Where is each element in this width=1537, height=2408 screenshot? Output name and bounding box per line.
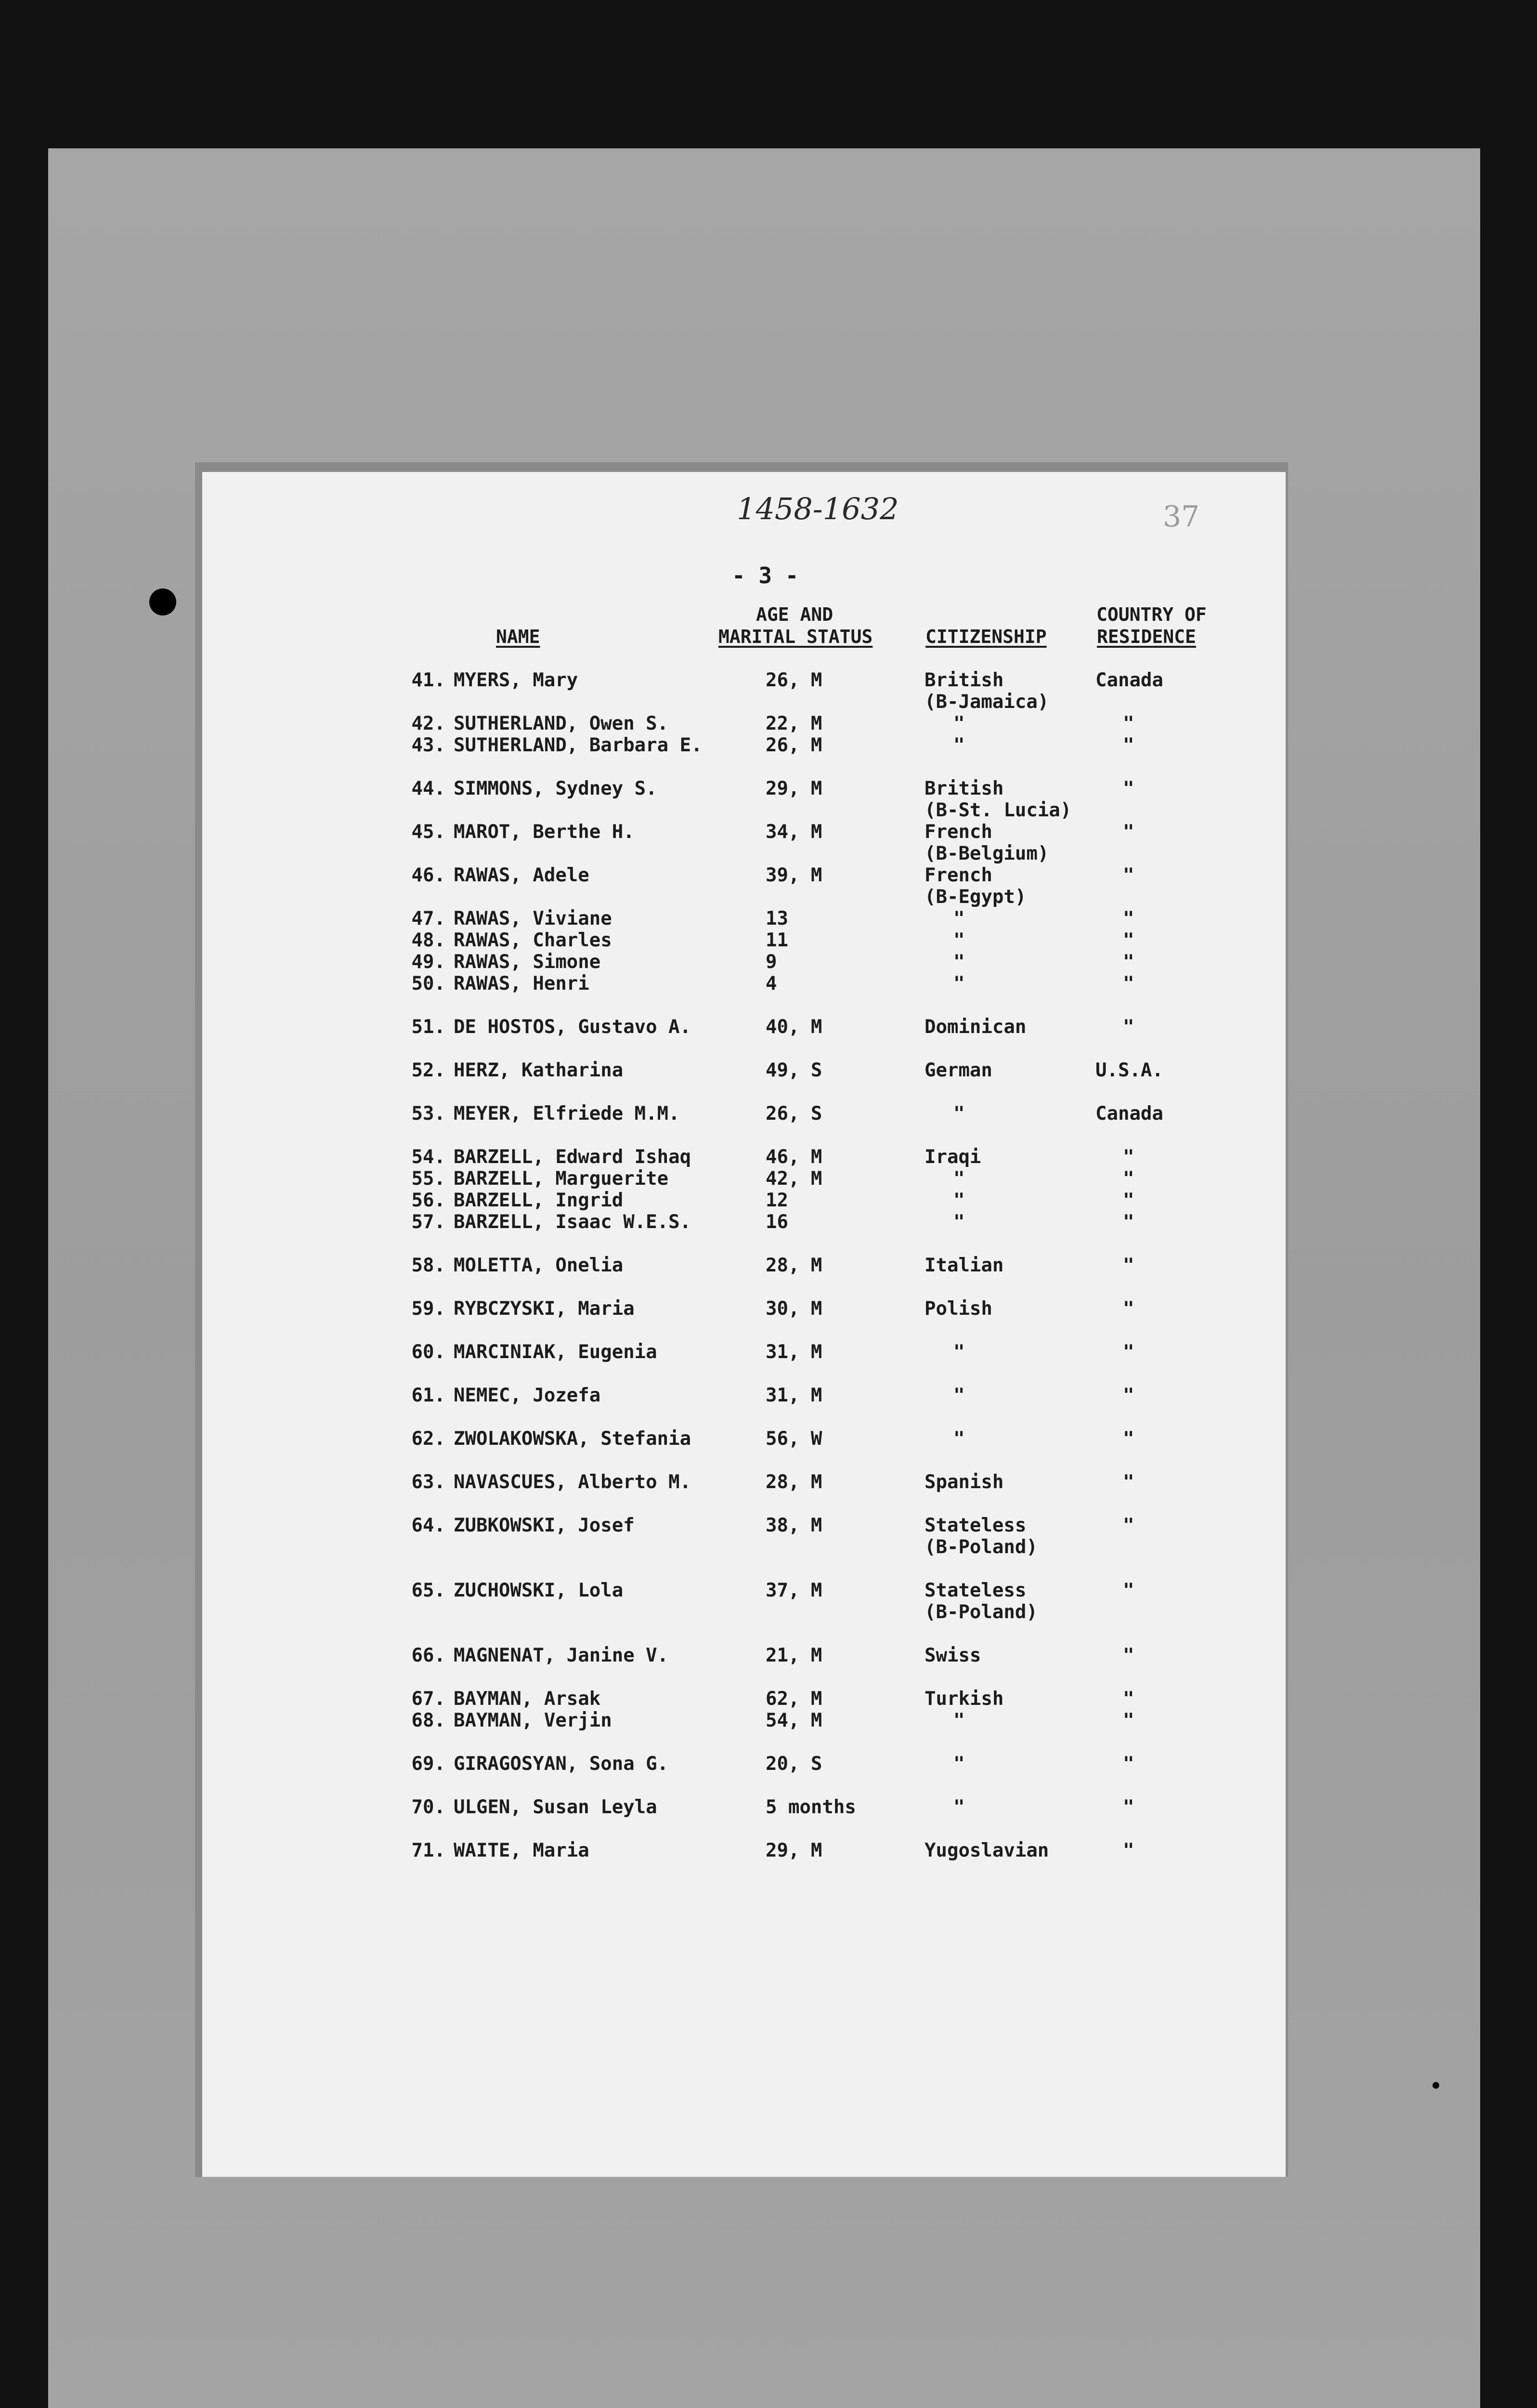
- table-row: [202, 1385, 1286, 1406]
- age-marital-status: 42, M: [766, 1168, 822, 1190]
- citizenship: ": [953, 1385, 965, 1406]
- entry-number: 51.: [411, 1016, 445, 1038]
- passenger-name: MAGNENAT, Janine V.: [454, 1645, 669, 1666]
- passenger-name: RYBCZYSKI, Maria: [454, 1298, 635, 1320]
- age-marital-status: 22, M: [766, 713, 822, 734]
- entry-number: 45.: [411, 821, 445, 843]
- citizenship: (B-Jamaica): [925, 691, 1049, 713]
- citizenship: Dominican: [925, 1016, 1027, 1038]
- entry-number: 63.: [411, 1471, 445, 1493]
- citizenship: ": [953, 908, 965, 929]
- age-marital-status: 5 months: [766, 1796, 856, 1818]
- country-of-residence: ": [1123, 778, 1134, 799]
- table-row: [202, 843, 1286, 864]
- age-marital-status: 16: [766, 1211, 788, 1233]
- citizenship: Italian: [925, 1255, 1004, 1276]
- citizenship: Yugoslavian: [925, 1840, 1049, 1861]
- entry-number: 71.: [411, 1840, 445, 1861]
- header-age-line1: AGE AND: [756, 604, 834, 625]
- passenger-name: MARCINIAK, Eugenia: [454, 1341, 657, 1363]
- citizenship: British: [925, 669, 1004, 691]
- passenger-name: BARZELL, Edward Ishaq: [454, 1146, 691, 1168]
- citizenship: Iraqi: [925, 1146, 981, 1168]
- passenger-name: ZUBKOWSKI, Josef: [454, 1515, 635, 1536]
- table-row: [202, 1016, 1286, 1038]
- age-marital-status: 29, M: [766, 1840, 822, 1861]
- age-marital-status: 49, S: [766, 1060, 822, 1081]
- country-of-residence: U.S.A.: [1095, 1060, 1163, 1081]
- passenger-name: WAITE, Maria: [454, 1840, 589, 1861]
- entry-number: 59.: [411, 1298, 445, 1320]
- citizenship: ": [953, 951, 965, 973]
- passenger-name: ZWOLAKOWSKA, Stefania: [454, 1428, 691, 1450]
- passenger-name: NEMEC, Jozefa: [454, 1385, 601, 1406]
- entry-number: 64.: [411, 1515, 445, 1536]
- age-marital-status: 21, M: [766, 1645, 822, 1666]
- passenger-name: ULGEN, Susan Leyla: [454, 1796, 657, 1818]
- age-marital-status: 34, M: [766, 821, 822, 843]
- citizenship: ": [953, 713, 965, 734]
- entry-number: 43.: [411, 734, 445, 756]
- passenger-name: MEYER, Elfriede M.M.: [454, 1103, 680, 1125]
- age-marital-status: 29, M: [766, 778, 822, 799]
- citizenship: ": [953, 973, 965, 995]
- country-of-residence: ": [1123, 1341, 1134, 1363]
- table-row: [202, 951, 1286, 973]
- age-marital-status: 26, S: [766, 1103, 822, 1125]
- passenger-name: NAVASCUES, Alberto M.: [454, 1471, 691, 1493]
- age-marital-status: 31, M: [766, 1385, 822, 1406]
- citizenship: ": [953, 1710, 965, 1731]
- passenger-name: DE HOSTOS, Gustavo A.: [454, 1016, 691, 1038]
- table-row: [202, 1190, 1286, 1211]
- citizenship: ": [953, 1796, 965, 1818]
- passenger-name: RAWAS, Adele: [454, 864, 589, 886]
- table-row: [202, 864, 1286, 886]
- age-marital-status: 4: [766, 973, 777, 995]
- entry-number: 58.: [411, 1255, 445, 1276]
- entry-number: 44.: [411, 778, 445, 799]
- country-of-residence: ": [1123, 1211, 1134, 1233]
- entry-number: 68.: [411, 1710, 445, 1731]
- country-of-residence: ": [1123, 1840, 1134, 1861]
- entry-number: 62.: [411, 1428, 445, 1450]
- entry-number: 42.: [411, 713, 445, 734]
- age-marital-status: 62, M: [766, 1688, 822, 1710]
- country-of-residence: Canada: [1095, 669, 1163, 691]
- country-of-residence: Canada: [1095, 1103, 1163, 1125]
- country-of-residence: ": [1123, 1645, 1134, 1666]
- citizenship: ": [953, 1190, 965, 1211]
- citizenship: ": [953, 1168, 965, 1190]
- entry-number: 69.: [411, 1753, 445, 1775]
- table-row: [202, 1471, 1286, 1493]
- table-row: [202, 1840, 1286, 1861]
- passenger-name: MOLETTA, Onelia: [454, 1255, 624, 1276]
- entry-number: 52.: [411, 1060, 445, 1081]
- stamped-page-number: 37: [1163, 500, 1200, 534]
- table-row: [202, 1428, 1286, 1450]
- table-row: [202, 1211, 1286, 1233]
- table-row: [202, 1146, 1286, 1168]
- citizenship: Spanish: [925, 1471, 1004, 1493]
- age-marital-status: 37, M: [766, 1580, 822, 1601]
- citizenship: ": [953, 1428, 965, 1450]
- passenger-name: BARZELL, Marguerite: [454, 1168, 669, 1190]
- table-row: [202, 1168, 1286, 1190]
- entry-number: 66.: [411, 1645, 445, 1666]
- country-of-residence: ": [1123, 821, 1134, 843]
- header-country-line2: RESIDENCE: [1097, 626, 1196, 647]
- age-marital-status: 30, M: [766, 1298, 822, 1320]
- table-row: [202, 1688, 1286, 1710]
- country-of-residence: ": [1123, 1796, 1134, 1818]
- age-marital-status: 31, M: [766, 1341, 822, 1363]
- citizenship: Stateless: [925, 1515, 1027, 1536]
- table-row: [202, 1298, 1286, 1320]
- passenger-name: RAWAS, Simone: [454, 951, 601, 973]
- table-row: [202, 1341, 1286, 1363]
- table-row: [202, 691, 1286, 713]
- age-marital-status: 13: [766, 908, 788, 929]
- citizenship: German: [925, 1060, 992, 1081]
- entry-number: 49.: [411, 951, 445, 973]
- age-marital-status: 11: [766, 929, 788, 951]
- table-row: [202, 929, 1286, 951]
- page-number: - 3 -: [732, 563, 799, 589]
- country-of-residence: ": [1123, 1255, 1134, 1276]
- entry-number: 41.: [411, 669, 445, 691]
- table-row: [202, 1753, 1286, 1775]
- citizenship: Swiss: [925, 1645, 981, 1666]
- country-of-residence: ": [1123, 908, 1134, 929]
- country-of-residence: ": [1123, 1580, 1134, 1601]
- passenger-name: MYERS, Mary: [454, 669, 578, 691]
- country-of-residence: ": [1123, 951, 1134, 973]
- age-marital-status: 54, M: [766, 1710, 822, 1731]
- passenger-name: RAWAS, Viviane: [454, 908, 612, 929]
- table-row: [202, 1601, 1286, 1623]
- citizenship: (B-Poland): [925, 1536, 1038, 1558]
- passenger-name: SIMMONS, Sydney S.: [454, 778, 657, 799]
- country-of-residence: ": [1123, 1016, 1134, 1038]
- table-row: [202, 821, 1286, 843]
- age-marital-status: 12: [766, 1190, 788, 1211]
- age-marital-status: 26, M: [766, 734, 822, 756]
- passenger-name: BARZELL, Isaac W.E.S.: [454, 1211, 691, 1233]
- table-row: [202, 1796, 1286, 1818]
- country-of-residence: ": [1123, 929, 1134, 951]
- age-marital-status: 56, W: [766, 1428, 822, 1450]
- citizenship: ": [953, 1753, 965, 1775]
- table-row: [202, 734, 1286, 756]
- country-of-residence: ": [1123, 1298, 1134, 1320]
- citizenship: ": [953, 1211, 965, 1233]
- citizenship: (B-St. Lucia): [925, 799, 1072, 821]
- table-row: [202, 1060, 1286, 1081]
- entry-number: 48.: [411, 929, 445, 951]
- table-row: [202, 713, 1286, 734]
- entry-number: 50.: [411, 973, 445, 995]
- table-row: [202, 908, 1286, 929]
- age-marital-status: 28, M: [766, 1471, 822, 1493]
- table-row: [202, 1103, 1286, 1125]
- country-of-residence: ": [1123, 973, 1134, 995]
- passenger-table: [202, 669, 1286, 1861]
- citizenship: Polish: [925, 1298, 992, 1320]
- header-age-line2: MARITAL STATUS: [718, 626, 873, 647]
- citizenship: ": [953, 1341, 965, 1363]
- entry-number: 53.: [411, 1103, 445, 1125]
- country-of-residence: ": [1123, 1146, 1134, 1168]
- country-of-residence: ": [1123, 1471, 1134, 1493]
- table-row: [202, 973, 1286, 995]
- age-marital-status: 38, M: [766, 1515, 822, 1536]
- citizenship: ": [953, 734, 965, 756]
- table-row: [202, 778, 1286, 799]
- passenger-name: BARZELL, Ingrid: [454, 1190, 624, 1211]
- entry-number: 46.: [411, 864, 445, 886]
- entry-number: 67.: [411, 1688, 445, 1710]
- entry-number: 55.: [411, 1168, 445, 1190]
- header-country-line1: COUNTRY OF: [1096, 604, 1207, 625]
- age-marital-status: 26, M: [766, 669, 822, 691]
- passenger-name: SUTHERLAND, Barbara E.: [454, 734, 703, 756]
- entry-number: 57.: [411, 1211, 445, 1233]
- citizenship: (B-Belgium): [925, 843, 1049, 864]
- citizenship: Stateless: [925, 1580, 1027, 1601]
- table-row: [202, 1536, 1286, 1558]
- citizenship: French: [925, 864, 992, 886]
- table-row: [202, 1710, 1286, 1731]
- table-row: [202, 1580, 1286, 1601]
- age-marital-status: 9: [766, 951, 777, 973]
- table-row: [202, 799, 1286, 821]
- header-citizenship: CITIZENSHIP: [925, 626, 1047, 647]
- passenger-name: GIRAGOSYAN, Sona G.: [454, 1753, 669, 1775]
- passenger-name: BAYMAN, Arsak: [454, 1688, 601, 1710]
- entry-number: 70.: [411, 1796, 445, 1818]
- country-of-residence: ": [1123, 734, 1134, 756]
- citizenship: (B-Egypt): [925, 886, 1027, 908]
- passenger-name: BAYMAN, Verjin: [454, 1710, 612, 1731]
- country-of-residence: ": [1123, 1428, 1134, 1450]
- entry-number: 61.: [411, 1385, 445, 1406]
- country-of-residence: ": [1123, 1515, 1134, 1536]
- punch-hole-mark: [149, 589, 176, 615]
- table-row: [202, 1255, 1286, 1276]
- passenger-name: HERZ, Katharina: [454, 1060, 624, 1081]
- age-marital-status: 28, M: [766, 1255, 822, 1276]
- entry-number: 54.: [411, 1146, 445, 1168]
- table-row: [202, 1645, 1286, 1666]
- table-row: [202, 1515, 1286, 1536]
- country-of-residence: ": [1123, 1710, 1134, 1731]
- country-of-residence: ": [1123, 1385, 1134, 1406]
- entry-number: 60.: [411, 1341, 445, 1363]
- passenger-name: RAWAS, Henri: [454, 973, 589, 995]
- age-marital-status: 46, M: [766, 1146, 822, 1168]
- passenger-name: MAROT, Berthe H.: [454, 821, 635, 843]
- citizenship: (B-Poland): [925, 1601, 1038, 1623]
- citizenship: Turkish: [925, 1688, 1004, 1710]
- passenger-name: SUTHERLAND, Owen S.: [454, 713, 669, 734]
- country-of-residence: ": [1123, 1168, 1134, 1190]
- citizenship: ": [953, 1103, 965, 1125]
- passenger-name: RAWAS, Charles: [454, 929, 612, 951]
- header-name: NAME: [496, 626, 540, 647]
- citizenship: French: [925, 821, 992, 843]
- age-marital-status: 40, M: [766, 1016, 822, 1038]
- table-row: [202, 669, 1286, 691]
- entry-number: 65.: [411, 1580, 445, 1601]
- country-of-residence: ": [1123, 1190, 1134, 1211]
- country-of-residence: ": [1123, 713, 1134, 734]
- country-of-residence: ": [1123, 864, 1134, 886]
- citizenship: British: [925, 778, 1004, 799]
- age-marital-status: 20, S: [766, 1753, 822, 1775]
- citizenship: ": [953, 929, 965, 951]
- entry-number: 56.: [411, 1190, 445, 1211]
- country-of-residence: ": [1123, 1688, 1134, 1710]
- handwritten-reference-number: 1458-1632: [737, 491, 899, 526]
- passenger-name: ZUCHOWSKI, Lola: [454, 1580, 624, 1601]
- table-row: [202, 886, 1286, 908]
- passenger-list-page: [202, 472, 1286, 2177]
- country-of-residence: ": [1123, 1753, 1134, 1775]
- entry-number: 47.: [411, 908, 445, 929]
- film-speck: [1433, 2082, 1439, 2089]
- age-marital-status: 39, M: [766, 864, 822, 886]
